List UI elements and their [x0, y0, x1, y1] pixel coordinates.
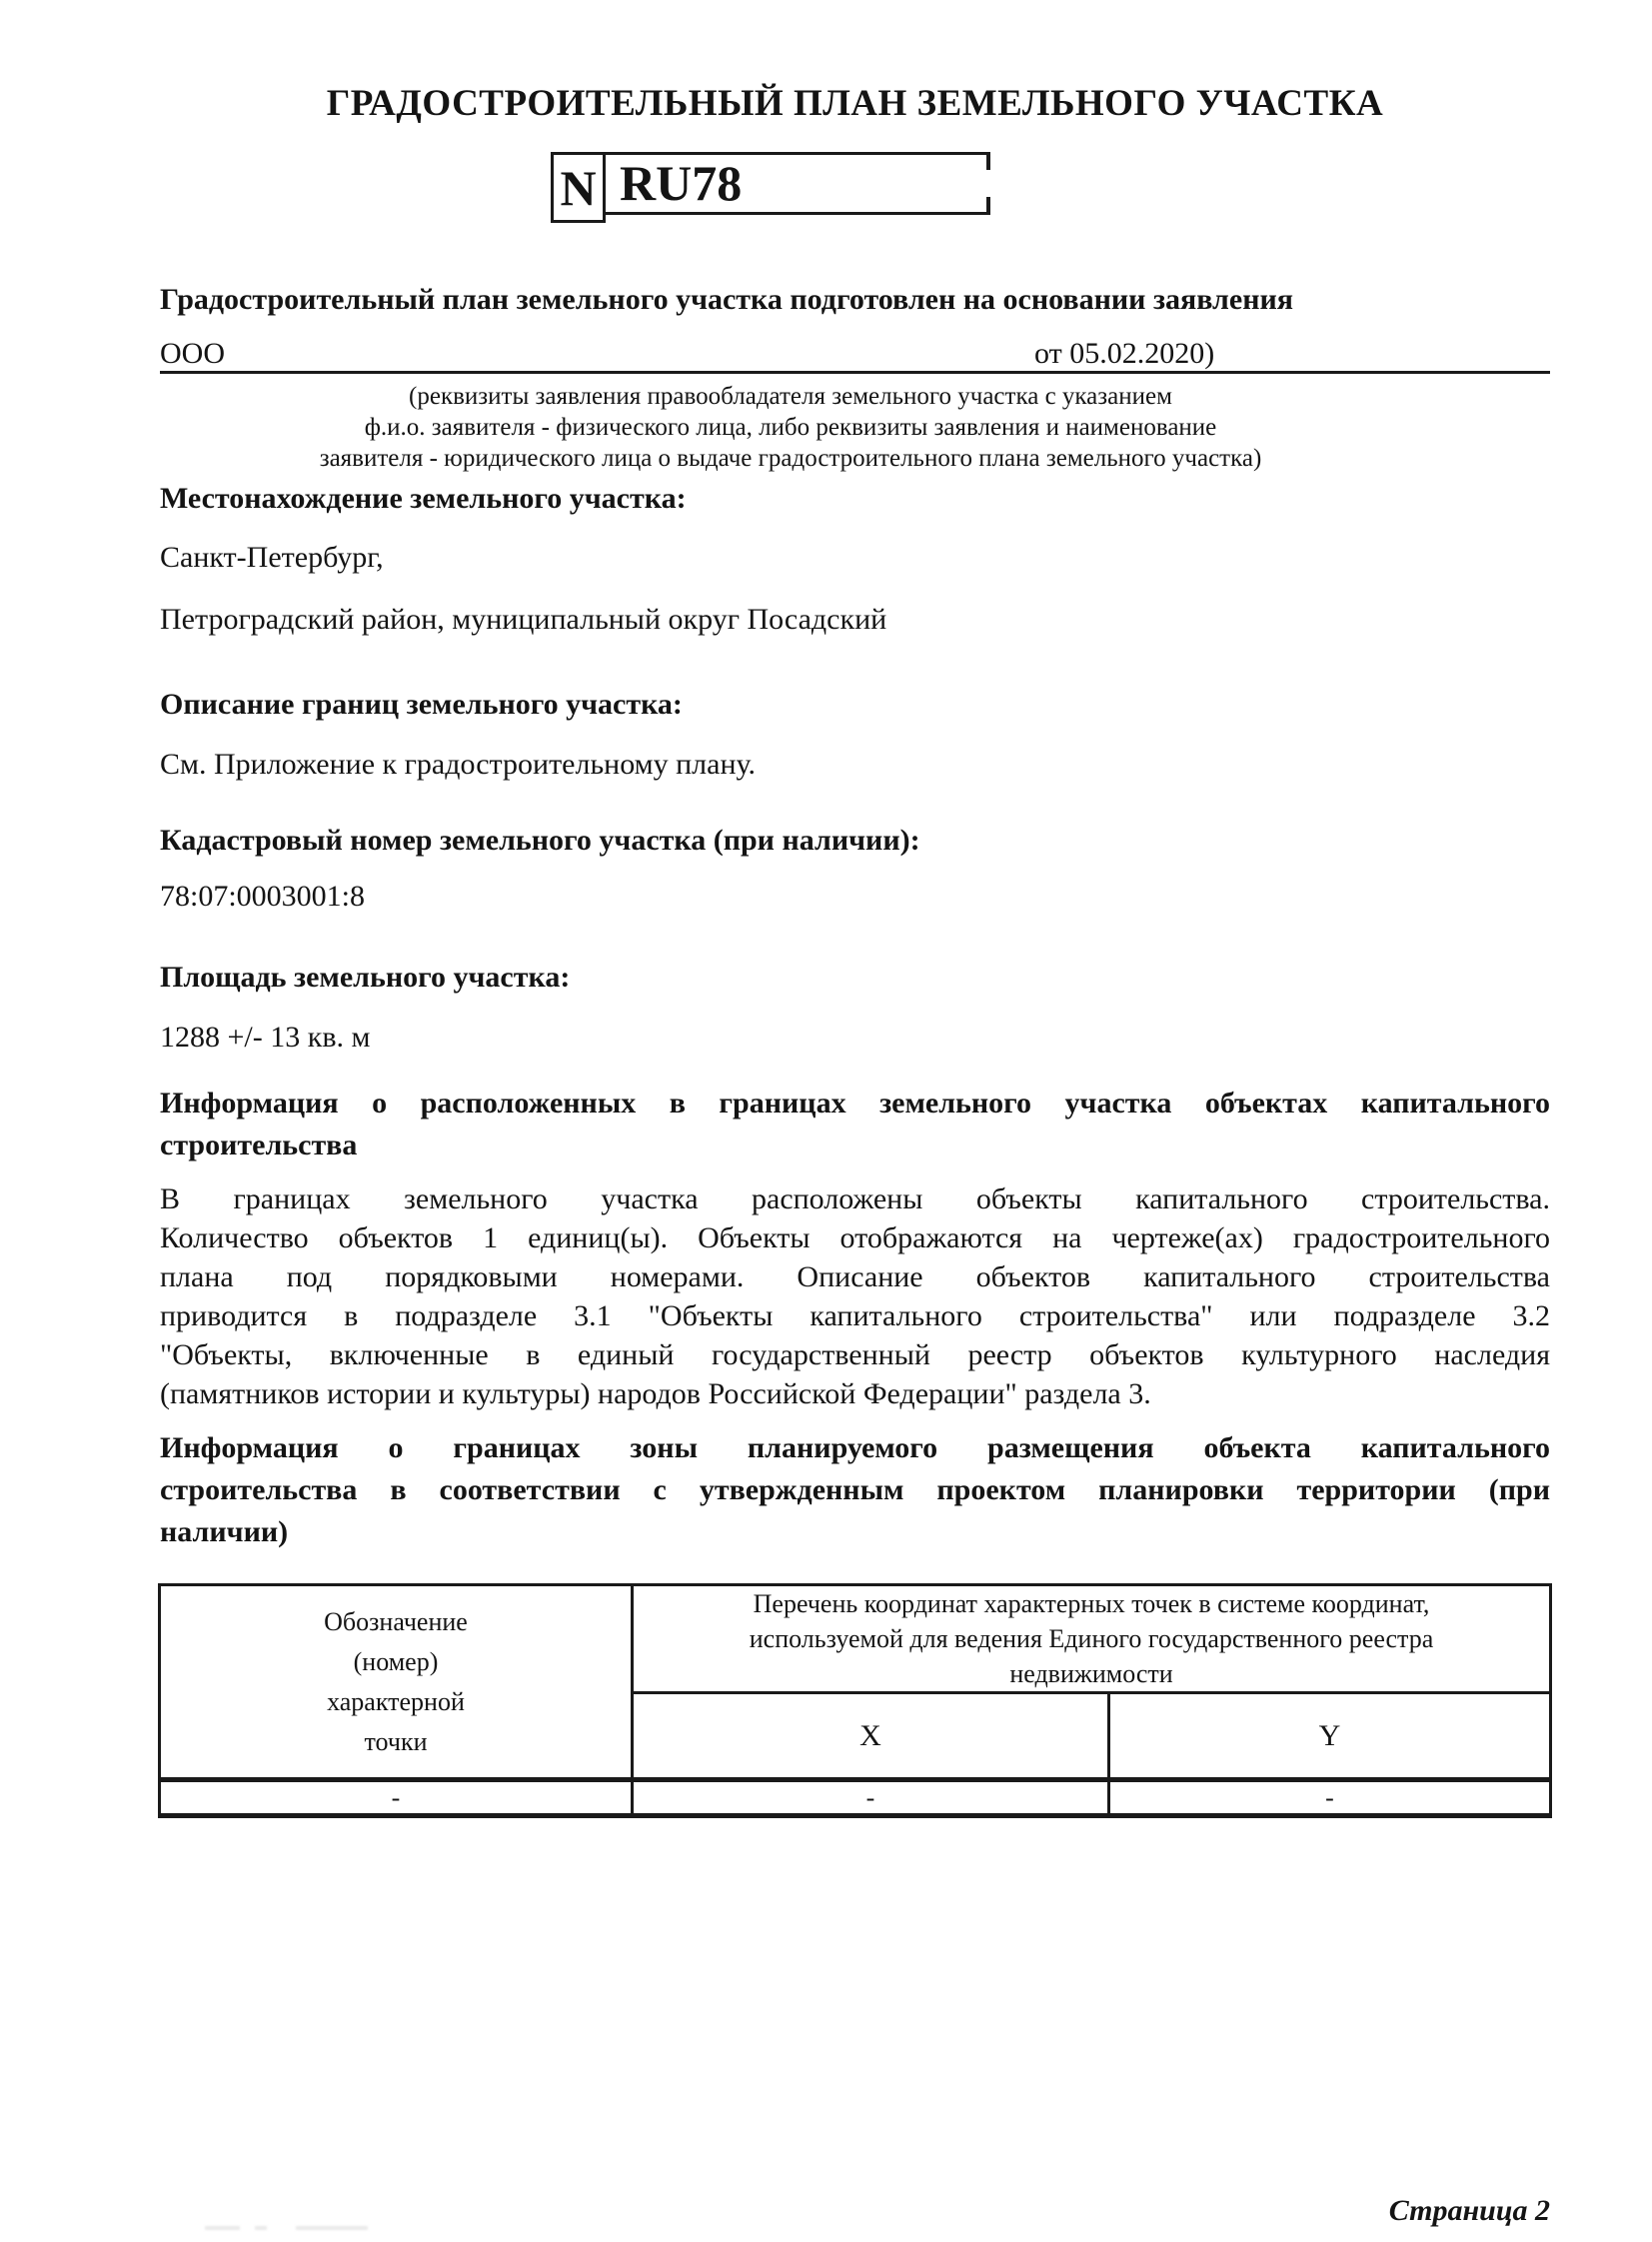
body-line: "Объекты, включенные в единый государственный реестр объектов культурного наследия: [160, 1338, 1550, 1371]
plan-number-box: [551, 152, 990, 227]
point-column-header: Обозначение (номер) характерной точки: [160, 1585, 633, 1780]
area-value: 1288 +/- 13 кв. м: [160, 1021, 371, 1054]
heading-line: строительства: [160, 1128, 358, 1161]
signature-rule: [160, 371, 1550, 374]
heading-line: наличии): [160, 1515, 289, 1548]
footnote-line: ф.и.о. заявителя - физического лица, либо реквизиты заявления и наименование: [364, 414, 1217, 441]
location-district: Петроградский район, муниципальный округ Посадский: [160, 603, 887, 636]
y-cell: -: [1109, 1780, 1551, 1816]
coordinates-table: [158, 1583, 1552, 1818]
x-column-header: X: [633, 1693, 1109, 1780]
point-cell: -: [160, 1780, 633, 1816]
x-cell: -: [633, 1780, 1109, 1816]
application-heading: Градостроительный план земельного участка подготовлен на основании заявления: [160, 283, 1294, 316]
cadastral-value: 78:07:0003001:8: [160, 880, 366, 913]
applicant-name: ООО: [160, 337, 225, 370]
location-label: Местонахождение земельного участка:: [160, 482, 687, 515]
borders-label: Описание границ земельного участка:: [160, 688, 683, 721]
body-line: В границах земельного участка расположены объекты капитального строительства.: [160, 1182, 1550, 1215]
footnote-line: (реквизиты заявления правообладателя земельного участка с указанием: [409, 383, 1172, 410]
heading-line: Информация о границах зоны планируемого размещения объекта капитального: [160, 1431, 1550, 1464]
capital-objects-text: [160, 1179, 1550, 1413]
heading-line: Информация о расположенных в границах земельного участка объектах капитального: [160, 1087, 1550, 1120]
y-column-header: Y: [1109, 1693, 1551, 1780]
applicant-row: [160, 337, 1550, 373]
plan-number-label: N: [551, 152, 606, 223]
page-title: ГРАДОСТРОИТЕЛЬНЫЙ ПЛАН ЗЕМЕЛЬНОГО УЧАСТКА: [326, 83, 1384, 124]
body-line: (памятников истории и культуры) народов Российской Федерации" раздела 3.: [160, 1377, 1151, 1410]
body-line: плана под порядковыми номерами. Описание объектов капитального строительства: [160, 1260, 1550, 1293]
table-header-row: [160, 1585, 1551, 1693]
planned-zone-heading: [160, 1427, 1550, 1553]
application-footnote: [160, 381, 1421, 474]
area-label: Площадь земельного участка:: [160, 961, 571, 994]
application-date: от 05.02.2020): [1034, 337, 1215, 370]
footnote-line: заявителя - юридического лица о выдаче градостроительного плана земельного участка): [319, 445, 1262, 472]
table-row: [160, 1780, 1551, 1816]
scan-smudge: [255, 2226, 267, 2230]
location-city: Санкт-Петербург,: [160, 541, 384, 574]
capital-objects-heading: [160, 1083, 1550, 1166]
body-line: Количество объектов 1 единиц(ы). Объекты отображаются на чертеже(ах) градостроительного: [160, 1221, 1550, 1254]
heading-line: строительства в соответствии с утвержденным проектом планировки территории (при: [160, 1473, 1550, 1506]
body-line: приводится в подразделе 3.1 "Объекты капитального строительства" или подразделе 3.2: [160, 1299, 1550, 1332]
borders-value: См. Приложение к градостроительному плану.: [160, 748, 757, 781]
coords-system-header: Перечень координат характерных точек в системе координат, используемой для ведения Единого государственного реестра недвижимости: [633, 1585, 1551, 1693]
plan-number-value: RU78: [606, 152, 990, 215]
scan-smudge: [296, 2226, 368, 2230]
cadastral-label: Кадастровый номер земельного участка (при наличии):: [160, 824, 920, 857]
scan-smudge: [205, 2226, 240, 2230]
page-number: Страница 2: [1388, 2194, 1550, 2227]
